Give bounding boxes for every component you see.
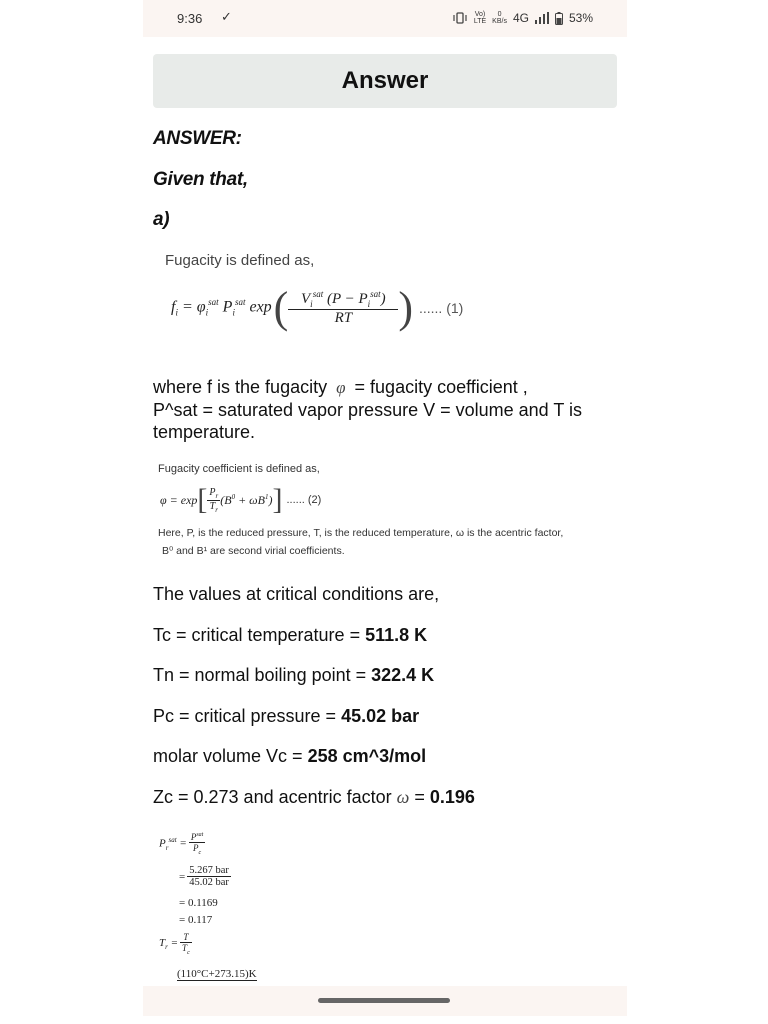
answer-header (153, 54, 617, 108)
status-time: 9:36 (177, 11, 203, 26)
where-line-2: P^sat = saturated vapor pressure V = volume and T is (153, 400, 583, 420)
coefficient-equation: φ = exp [ $\frac{P_r}{T_r}$ $(B^0 + \omega B^1)$ ] ...... (2) (160, 483, 322, 516)
battery-icon (555, 12, 563, 25)
navigation-bar (143, 986, 627, 1016)
where-line-1: where f is the fugacity (153, 377, 328, 397)
vc-value: 258 cm^3/mol (307, 746, 427, 766)
pr-fraction: = $\frac{\text{5.267 bar}}{\text{45.02 bar}}$ (179, 865, 229, 888)
tc-label: Tc = critical temperature = (153, 625, 366, 645)
part-a-label: a) (153, 209, 170, 230)
vc-label: molar volume Vc = (153, 746, 308, 766)
given-label: Given that, (153, 169, 248, 190)
pc-value: 45.02 bar (341, 706, 420, 726)
pr-result-1: = 0.1169 (179, 897, 218, 909)
tr-numerator: (110°C+273.15)K (177, 968, 257, 980)
where-line-3: temperature. (153, 422, 256, 442)
zc-line (153, 786, 623, 808)
status-bar (143, 0, 627, 37)
pr-numerator: 5.267 bar (189, 865, 229, 876)
coefficient-here-1: Here, P, is the reduced pressure, T, is the reduced temperature, ω is the acentric factor, (158, 527, 564, 539)
vibrate-icon (452, 12, 468, 24)
volte-top: Vo) (474, 11, 486, 18)
omega-symbol: ω (396, 787, 410, 807)
coefficient-here-2: B⁰ and B¹ are second virial coefficients. (162, 545, 345, 557)
fugacity-caption: Fugacity is defined as, (165, 252, 315, 269)
battery-percent: 53% (568, 11, 593, 25)
zc-label: Zc = 0.273 and acentric factor (153, 787, 397, 807)
vc-line (153, 745, 623, 767)
equation-tag-1: ...... (1) (418, 299, 464, 316)
reduced-values-image (157, 828, 357, 988)
tr-definition: $T_r$ = $\frac{T}{T_c}$ (159, 932, 190, 956)
network-type: 4G (512, 11, 529, 25)
page-title: Answer (341, 67, 429, 94)
speed-value: 0 (497, 11, 502, 18)
tr-fraction (177, 968, 257, 980)
tn-line (153, 664, 623, 686)
fugacity-equation-image (165, 252, 605, 352)
where-paragraph (153, 376, 623, 443)
coefficient-caption: Fugacity coefficient is defined as, (158, 463, 320, 475)
volte-indicator (474, 11, 486, 25)
tc-line (153, 624, 623, 646)
tn-value: 322.4 K (371, 665, 435, 685)
data-speed (492, 11, 507, 25)
pr-result-2: = 0.117 (179, 914, 213, 926)
pc-line (153, 705, 623, 727)
where-line-1b: = fugacity coefficient , (354, 377, 528, 397)
zc-equals: = (409, 787, 430, 807)
zc-value: 0.196 (429, 787, 475, 807)
phone-screen (143, 0, 627, 1016)
phi-symbol: φ (336, 378, 346, 397)
fugacity-equation: $f_i = \varphi_i^{sat}$ $P_i^{sat}$ exp ( $\frac{V_i^{sat} (P - P_i^{sat})}{RT}$ ) ...... (1) (171, 283, 464, 332)
answer-label: ANSWER: (153, 128, 242, 149)
volte-bottom: LTE (473, 18, 487, 25)
tn-label: Tn = normal boiling point = (153, 665, 372, 685)
fugacity-coefficient-image (158, 463, 623, 563)
pr-denominator: 45.02 bar (189, 877, 229, 888)
signal-icon (535, 12, 549, 24)
tc-value: 511.8 K (365, 625, 428, 645)
home-gesture-handle[interactable] (318, 998, 450, 1003)
speed-unit: KB/s (492, 18, 507, 25)
status-icons (452, 11, 593, 25)
critical-intro: The values at critical conditions are, (153, 584, 440, 604)
pr-definition: $P_r^{sat}$ = $\frac{P^{sat}}{P_c}$ (159, 832, 204, 856)
pc-label: Pc = critical pressure = (153, 706, 342, 726)
equation-tag-2: ...... (2) (286, 494, 322, 506)
check-icon: ✓ (221, 9, 232, 24)
